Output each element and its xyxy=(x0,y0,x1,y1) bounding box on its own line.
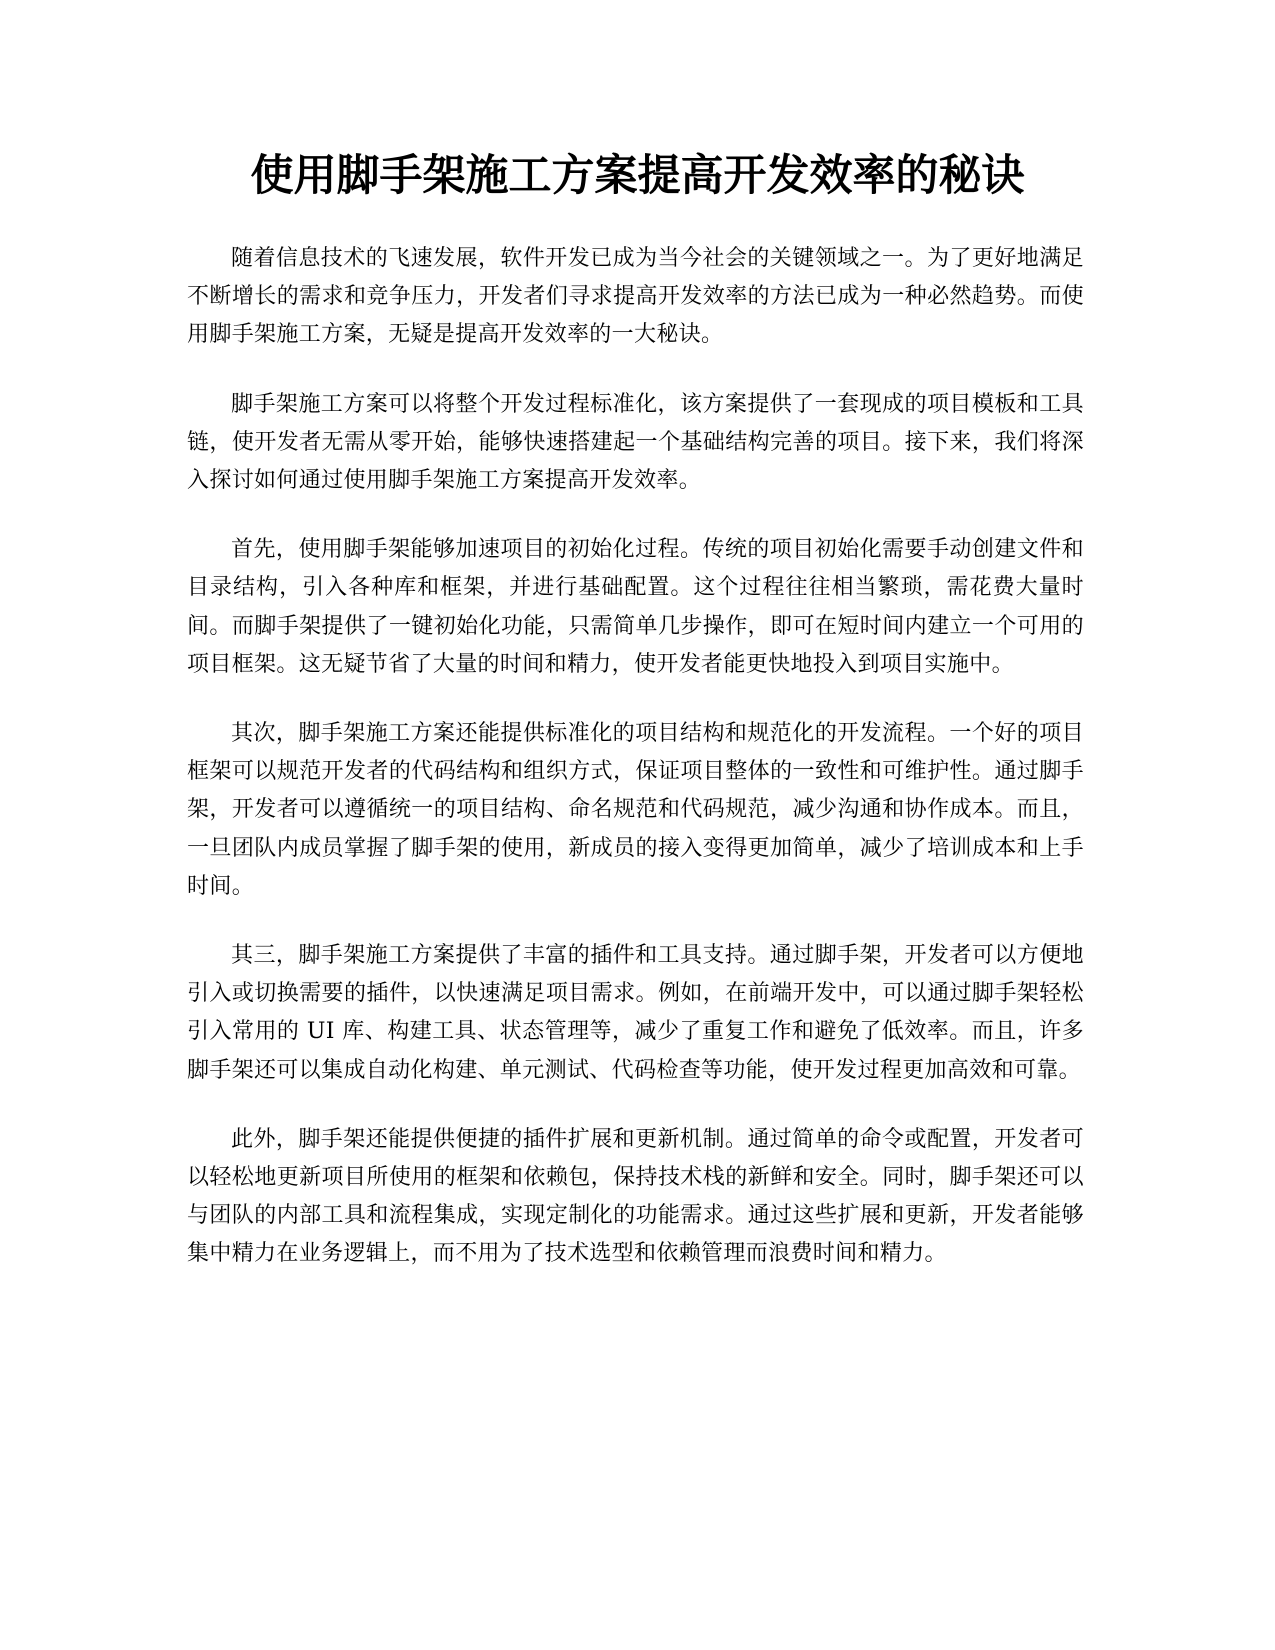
paragraph-extensions: 此外，脚手架还能提供便捷的插件扩展和更新机制。通过简单的命令或配置，开发者可以轻松地更新项目所使用的框架和依赖包，保持技术栈的新鲜和安全。同时，脚手架还可以与团队的内部工具和流程集成，实现定制化的功能需求。通过这些扩展和更新，开发者能够集中精力在业务逻辑上，而不用为了技术选型和依赖管理而浪费时间和精力。 xyxy=(187,1126,1084,1267)
paragraph-initialization: 首先，使用脚手架能够加速项目的初始化过程。传统的项目初始化需要手动创建文件和目录结构，引入各种库和框架，并进行基础配置。这个过程往往相当繁琐，需花费大量时间。而脚手架提供了一键初始化功能，只需简单几步操作，即可在短时间内建立一个可用的项目框架。这无疑节省了大量的时间和精力，使开发者能更快地投入到项目实施中。 xyxy=(187,537,1084,677)
paragraph-standardization: 脚手架施工方案可以将整个开发过程标准化，该方案提供了一套现成的项目模板和工具链，使开发者无需从零开始，能够快速搭建起一个基础结构完善的项目。接下来，我们将深入探讨如何通过使用脚手架施工方案提高开发效率。 xyxy=(187,391,1084,494)
paragraph-plugins: 其三，脚手架施工方案提供了丰富的插件和工具支持。通过脚手架，开发者可以方便地引入或切换需要的插件，以快速满足项目需求。例如，在前端开发中，可以通过脚手架轻松引入常用的 UI 库、构建工具、状态管理等，减少了重复工作和避免了低效率。而且，许多脚手架还可以集成自动化构建、单元测试、代码检查等功能，使开发过程更加高效和可靠。 xyxy=(187,943,1084,1083)
document-title: 使用脚手架施工方案提高开发效率的秘诀 xyxy=(250,151,1025,201)
paragraph-intro: 随着信息技术的飞速发展，软件开发已成为当今社会的关键领域之一。为了更好地满足不断增长的需求和竞争压力，开发者们寻求提高开发效率的方法已成为一种必然趋势。而使用脚手架施工方案，无疑是提高开发效率的一大秘诀。 xyxy=(187,246,1084,348)
paragraph-structure: 其次，脚手架施工方案还能提供标准化的项目结构和规范化的开发流程。一个好的项目框架可以规范开发者的代码结构和组织方式，保证项目整体的一致性和可维护性。通过脚手架，开发者可以遵循统一的项目结构、命名规范和代码规范，减少沟通和协作成本。而且，一旦团队内成员掌握了脚手架的使用，新成员的接入变得更加简单，减少了培训成本和上手时间。 xyxy=(187,721,1084,899)
document-body xyxy=(187,240,1084,1305)
